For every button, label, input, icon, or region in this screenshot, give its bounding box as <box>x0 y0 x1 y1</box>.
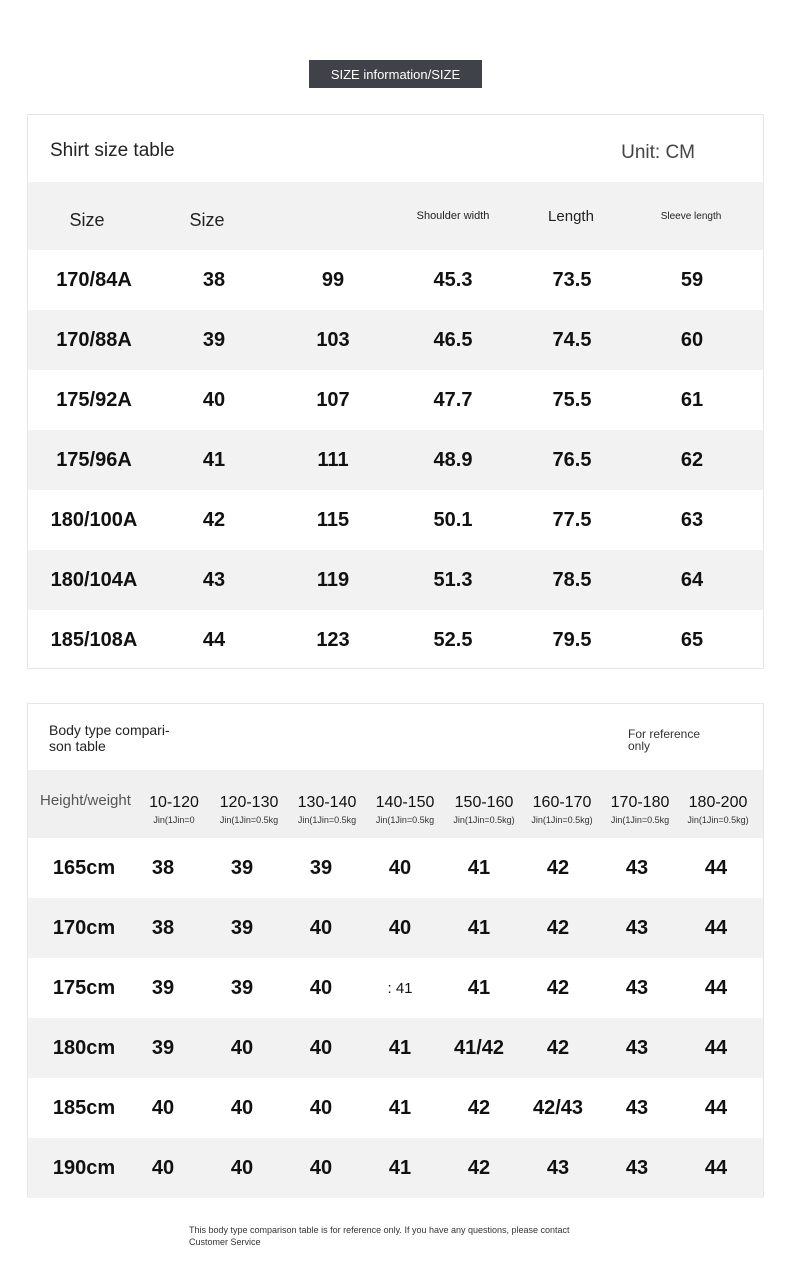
cell-size: 41 <box>388 1036 412 1059</box>
cell-size: 41 <box>202 448 226 471</box>
weight-range: 130-140 <box>297 794 357 811</box>
header-shoulder-width: Shoulder width <box>416 210 490 222</box>
cell-chest: 111 <box>317 448 349 471</box>
cell-size: 42 <box>202 508 226 531</box>
cell-size: 40 <box>202 388 226 411</box>
cell-size: 39 <box>202 328 226 351</box>
cell-shoulder: 48.9 <box>433 448 473 471</box>
weight-unit-note: Jin(1Jin=0.5kg) <box>531 815 593 825</box>
cell-shoulder: 50.1 <box>433 508 473 531</box>
header-size-1: Size <box>69 209 105 230</box>
cell-height: 175cm <box>52 976 116 999</box>
cell-shoulder: 47.7 <box>433 388 473 411</box>
cell-sleeve: 59 <box>680 268 704 291</box>
cell-length: 75.5 <box>552 388 592 411</box>
cell-size: 43 <box>625 1036 649 1059</box>
cell-size: 42 <box>546 916 570 939</box>
cell-shoulder: 45.3 <box>433 268 473 291</box>
table-row <box>28 1018 763 1078</box>
cell-sleeve: 61 <box>680 388 704 411</box>
cell-size: 42 <box>546 1036 570 1059</box>
cell-size: 44 <box>704 1156 728 1179</box>
weight-unit-note: Jin(1Jin=0 <box>153 815 195 825</box>
cell-size: 39 <box>230 976 254 999</box>
cell-size: 44 <box>704 916 728 939</box>
header-sleeve-length: Sleeve length <box>660 210 722 222</box>
cell-size: 41/42 <box>453 1036 505 1059</box>
weight-unit-note: Jin(1Jin=0.5kg <box>219 815 279 825</box>
cell-size: 43 <box>625 856 649 879</box>
weight-column-header <box>133 794 215 825</box>
cell-height: 190cm <box>52 1156 116 1179</box>
cell-chest: 119 <box>316 568 350 591</box>
cell-sleeve: 65 <box>680 628 704 651</box>
cell-length: 77.5 <box>552 508 592 531</box>
height-weight-label: Height/weight <box>40 792 131 809</box>
weight-range: 160-170 <box>532 794 592 811</box>
weight-range: 180-200 <box>688 794 748 811</box>
cell-size: 40 <box>388 916 412 939</box>
table-row <box>28 1138 763 1198</box>
unit-label: Unit: CM <box>621 142 695 163</box>
cell-size-code: 175/96A <box>56 448 132 471</box>
reference-note: For reference only <box>628 727 701 753</box>
cell-sleeve: 63 <box>680 508 704 531</box>
cell-sleeve: 62 <box>680 448 704 471</box>
cell-chest: 115 <box>316 508 350 531</box>
header-length: Length <box>548 207 594 225</box>
table-row <box>28 310 763 370</box>
cell-size: 41 <box>467 856 491 879</box>
cell-size: 44 <box>704 976 728 999</box>
cell-size: 44 <box>704 856 728 879</box>
cell-size: 39 <box>230 916 254 939</box>
cell-size: 44 <box>704 1036 728 1059</box>
weight-unit-note: Jin(1Jin=0.5kg <box>297 815 357 825</box>
body-table-header <box>28 770 763 838</box>
cell-shoulder: 51.3 <box>433 568 473 591</box>
cell-size-code: 180/100A <box>50 508 138 531</box>
cell-size: 40 <box>388 856 412 879</box>
table-row <box>28 838 763 898</box>
body-table-body <box>28 838 763 1198</box>
weight-unit-note: Jin(1Jin=0.5kg <box>610 815 670 825</box>
cell-size: 43 <box>202 568 226 591</box>
weight-column-header <box>677 794 759 825</box>
table-row <box>28 250 763 310</box>
table-row <box>28 490 763 550</box>
cell-size: 42 <box>467 1096 491 1119</box>
cell-size: 42 <box>467 1156 491 1179</box>
table-row <box>28 610 763 670</box>
cell-size: 40 <box>309 1156 333 1179</box>
weight-range: 140-150 <box>375 794 435 811</box>
cell-size: 42/43 <box>532 1096 584 1119</box>
weight-range: 10-120 <box>149 794 199 811</box>
cell-size-code: 175/92A <box>56 388 132 411</box>
cell-shoulder: 46.5 <box>433 328 473 351</box>
cell-size: 43 <box>546 1156 570 1179</box>
cell-size: 41 <box>388 1156 412 1179</box>
weight-column-header <box>364 794 446 825</box>
weight-column-header <box>286 794 368 825</box>
cell-size: 39 <box>230 856 254 879</box>
weight-range: 170-180 <box>610 794 670 811</box>
cell-length: 79.5 <box>552 628 592 651</box>
cell-size: 42 <box>546 856 570 879</box>
cell-height: 165cm <box>52 856 116 879</box>
cell-chest: 103 <box>316 328 350 351</box>
cell-size: 40 <box>151 1096 175 1119</box>
cell-size: 41 <box>388 1096 412 1119</box>
header-size-2: Size <box>189 209 225 230</box>
cell-size: 40 <box>230 1096 254 1119</box>
cell-sleeve: 60 <box>680 328 704 351</box>
cell-size: 40 <box>309 1036 333 1059</box>
weight-unit-note: Jin(1Jin=0.5kg) <box>453 815 515 825</box>
weight-range: 120-130 <box>219 794 279 811</box>
cell-height: 180cm <box>52 1036 116 1059</box>
cell-size: 43 <box>625 976 649 999</box>
weight-column-header <box>443 794 525 825</box>
weight-column-header <box>208 794 290 825</box>
table-row <box>28 370 763 430</box>
cell-chest: 99 <box>321 268 345 291</box>
weight-column-header <box>599 794 681 825</box>
cell-size-code: 170/88A <box>56 328 132 351</box>
cell-size: 40 <box>309 916 333 939</box>
cell-size: 40 <box>309 1096 333 1119</box>
cell-size: 43 <box>625 1096 649 1119</box>
cell-size: 39 <box>151 976 175 999</box>
cell-size: 40 <box>230 1036 254 1059</box>
cell-length: 73.5 <box>552 268 592 291</box>
cell-chest: 123 <box>316 628 350 651</box>
cell-size: 39 <box>309 856 333 879</box>
weight-unit-note: Jin(1Jin=0.5kg) <box>687 815 749 825</box>
body-table-title: Body type compari-son table <box>49 722 170 754</box>
weight-unit-note: Jin(1Jin=0.5kg <box>375 815 435 825</box>
cell-size: 40 <box>309 976 333 999</box>
cell-size: 40 <box>230 1156 254 1179</box>
cell-chest: 107 <box>316 388 350 411</box>
cell-size: 38 <box>202 268 226 291</box>
cell-size: 43 <box>625 1156 649 1179</box>
header-chest <box>273 182 393 250</box>
cell-size-code: 180/104A <box>50 568 138 591</box>
table-row <box>28 898 763 958</box>
table-row <box>28 1078 763 1138</box>
cell-size: 44 <box>704 1096 728 1119</box>
cell-size: : 41 <box>387 979 413 997</box>
shirt-table-body <box>28 250 763 670</box>
shirt-size-table <box>27 114 764 669</box>
cell-size: 41 <box>467 916 491 939</box>
cell-size: 42 <box>546 976 570 999</box>
cell-height: 185cm <box>52 1096 116 1119</box>
cell-size: 43 <box>625 916 649 939</box>
cell-length: 78.5 <box>552 568 592 591</box>
table-row <box>28 550 763 610</box>
size-info-banner: SIZE information/SIZE <box>309 60 482 88</box>
table-row <box>28 430 763 490</box>
body-type-table <box>27 703 764 1197</box>
cell-size: 44 <box>202 628 226 651</box>
cell-length: 76.5 <box>552 448 592 471</box>
cell-height: 170cm <box>52 916 116 939</box>
cell-size: 38 <box>151 916 175 939</box>
cell-size: 39 <box>151 1036 175 1059</box>
cell-size: 38 <box>151 856 175 879</box>
shirt-table-title: Shirt size table <box>50 140 175 161</box>
weight-range: 150-160 <box>454 794 514 811</box>
cell-length: 74.5 <box>552 328 592 351</box>
cell-sleeve: 64 <box>680 568 704 591</box>
footnote: This body type comparison table is for reference only. If you have any questions, please contact Customer Service <box>189 1225 570 1247</box>
weight-column-header <box>521 794 603 825</box>
cell-shoulder: 52.5 <box>433 628 473 651</box>
table-row <box>28 958 763 1018</box>
cell-size: 40 <box>151 1156 175 1179</box>
cell-size: 41 <box>467 976 491 999</box>
cell-size-code: 170/84A <box>56 268 132 291</box>
cell-size-code: 185/108A <box>50 628 138 651</box>
shirt-table-header <box>28 182 763 250</box>
